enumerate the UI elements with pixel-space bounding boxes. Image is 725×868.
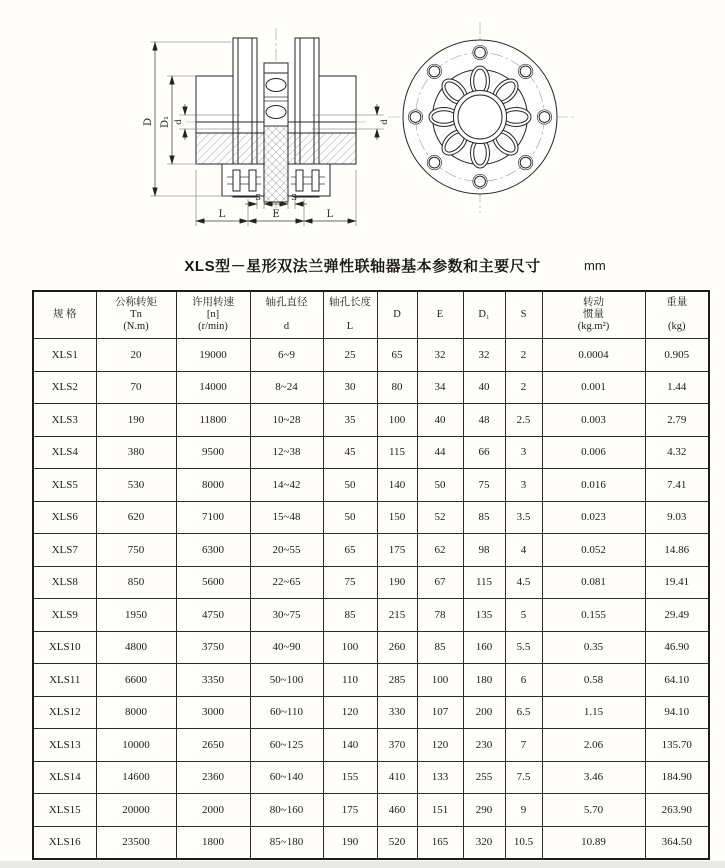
cell-E: 52 [417,501,463,534]
cell-bore-dia: 60~110 [250,696,323,729]
cell-torque: 380 [96,436,176,469]
cell-S: 5.5 [505,631,542,664]
cell-inertia: 0.003 [542,404,645,437]
cell-speed: 6300 [176,534,250,567]
cell-S: 3 [505,436,542,469]
dim-label-S-left: S [255,193,261,203]
cell-bore-len: 75 [323,566,377,599]
cell-torque: 14600 [96,761,176,794]
cell-torque: 70 [96,371,176,404]
cell-bore-len: 175 [323,794,377,827]
cell-D: 330 [377,696,417,729]
cell-weight: 135.70 [645,729,709,762]
cell-bore-dia: 50~100 [250,664,323,697]
cell-D1: 66 [463,436,505,469]
right-bolt-boss [286,164,330,196]
cell-E: 34 [417,371,463,404]
cell-weight: 7.41 [645,469,709,502]
cell-spec: XLS5 [33,469,96,502]
table-row [33,534,709,567]
cell-torque: 530 [96,469,176,502]
cell-speed: 14000 [176,371,250,404]
cell-D1: 40 [463,371,505,404]
cell-speed: 19000 [176,339,250,372]
table-row [33,696,709,729]
cell-D: 370 [377,729,417,762]
cell-bore-len: 85 [323,599,377,632]
table-row [33,729,709,762]
table-row [33,794,709,827]
cell-E: 85 [417,631,463,664]
cell-speed: 2360 [176,761,250,794]
cell-bore-dia: 14~42 [250,469,323,502]
table-row [33,404,709,437]
cell-D1: 320 [463,826,505,859]
cell-E: 50 [417,469,463,502]
table-row [33,371,709,404]
cell-bore-dia: 22~65 [250,566,323,599]
center-bore [458,95,502,139]
cell-weight: 14.86 [645,534,709,567]
table-row [33,566,709,599]
cell-D: 140 [377,469,417,502]
cell-bore-len: 25 [323,339,377,372]
cell-E: 151 [417,794,463,827]
column-header-D: D [377,291,417,339]
cell-E: 40 [417,404,463,437]
cell-E: 107 [417,696,463,729]
cell-E: 100 [417,664,463,697]
cell-weight: 94.10 [645,696,709,729]
cell-spec: XLS1 [33,339,96,372]
column-header-bore-dia: 轴孔直径 d [250,291,323,339]
cell-D: 260 [377,631,417,664]
cell-S: 5 [505,599,542,632]
cell-speed: 3750 [176,631,250,664]
table-row [33,761,709,794]
cell-spec: XLS10 [33,631,96,664]
cell-inertia: 0.023 [542,501,645,534]
cell-bore-dia: 80~160 [250,794,323,827]
cell-weight: 64.10 [645,664,709,697]
cell-D: 215 [377,599,417,632]
cell-D1: 48 [463,404,505,437]
cell-spec: XLS6 [33,501,96,534]
cell-bore-len: 65 [323,534,377,567]
cell-spec: XLS9 [33,599,96,632]
cell-spec: XLS3 [33,404,96,437]
cell-spec: XLS7 [33,534,96,567]
cell-spec: XLS16 [33,826,96,859]
table-row [33,664,709,697]
cell-speed: 1800 [176,826,250,859]
cell-S: 2 [505,371,542,404]
cell-bore-len: 50 [323,469,377,502]
cell-bore-len: 120 [323,696,377,729]
cell-spec: XLS15 [33,794,96,827]
cell-S: 2 [505,339,542,372]
front-view [388,22,575,213]
cell-inertia: 0.016 [542,469,645,502]
table-row [33,436,709,469]
cell-weight: 2.79 [645,404,709,437]
cell-inertia: 5.70 [542,794,645,827]
cell-bore-len: 110 [323,664,377,697]
left-section-hatch [196,133,264,164]
cell-torque: 10000 [96,729,176,762]
side-section-view [143,28,390,226]
cell-weight: 46.90 [645,631,709,664]
dim-label-L-right: L [326,209,334,220]
cell-E: 78 [417,599,463,632]
cell-torque: 750 [96,534,176,567]
cell-inertia: 0.001 [542,371,645,404]
cell-E: 32 [417,339,463,372]
cell-bore-dia: 30~75 [250,599,323,632]
cell-weight: 29.49 [645,599,709,632]
table-row [33,631,709,664]
cell-D1: 85 [463,501,505,534]
cell-E: 120 [417,729,463,762]
cell-D: 285 [377,664,417,697]
cell-inertia: 0.081 [542,566,645,599]
dim-label-E: E [272,209,280,220]
cell-D: 150 [377,501,417,534]
cell-S: 7.5 [505,761,542,794]
page-bottom-edge [0,861,725,868]
cell-inertia: 3.46 [542,761,645,794]
cell-bore-dia: 20~55 [250,534,323,567]
cell-bore-len: 100 [323,631,377,664]
cell-torque: 23500 [96,826,176,859]
column-header-torque: 公称转矩 Tn (N.m) [96,291,176,339]
column-header-D1: D₁ [463,291,505,339]
cell-bore-dia: 15~48 [250,501,323,534]
cell-weight: 1.44 [645,371,709,404]
cell-S: 6 [505,664,542,697]
cell-speed: 3000 [176,696,250,729]
cell-E: 62 [417,534,463,567]
cell-spec: XLS4 [33,436,96,469]
cell-speed: 8000 [176,469,250,502]
cell-inertia: 1.15 [542,696,645,729]
cell-torque: 190 [96,404,176,437]
dim-label-L-left: L [218,209,226,220]
cell-torque: 20 [96,339,176,372]
cell-S: 2.5 [505,404,542,437]
cell-bore-len: 140 [323,729,377,762]
parameters-table [32,290,710,860]
cell-weight: 9.03 [645,501,709,534]
cell-inertia: 0.006 [542,436,645,469]
column-header-spec: 规 格 [33,291,96,339]
cell-bore-dia: 40~90 [250,631,323,664]
cell-weight: 364.50 [645,826,709,859]
cell-D: 190 [377,566,417,599]
table-row [33,339,709,372]
cell-speed: 7100 [176,501,250,534]
cell-S: 4.5 [505,566,542,599]
cell-bore-len: 35 [323,404,377,437]
cell-D1: 255 [463,761,505,794]
table-header-row [33,291,709,339]
cell-D: 65 [377,339,417,372]
cell-torque: 8000 [96,696,176,729]
cell-inertia: 2.06 [542,729,645,762]
cell-bore-len: 155 [323,761,377,794]
cell-D1: 32 [463,339,505,372]
cell-S: 4 [505,534,542,567]
cell-D: 80 [377,371,417,404]
cell-torque: 620 [96,501,176,534]
cell-inertia: 0.0004 [542,339,645,372]
cell-S: 6.5 [505,696,542,729]
cell-spec: XLS8 [33,566,96,599]
cell-torque: 6600 [96,664,176,697]
cell-S: 3.5 [505,501,542,534]
cell-D1: 115 [463,566,505,599]
cell-E: 133 [417,761,463,794]
table-body [33,339,709,860]
table-row [33,469,709,502]
cell-D1: 98 [463,534,505,567]
cell-speed: 2650 [176,729,250,762]
cell-bore-dia: 8~24 [250,371,323,404]
cell-D1: 135 [463,599,505,632]
cell-D1: 75 [463,469,505,502]
cell-D: 410 [377,761,417,794]
cell-weight: 19.41 [645,566,709,599]
cell-bore-dia: 60~125 [250,729,323,762]
cell-D1: 160 [463,631,505,664]
left-bolt-boss [222,164,266,196]
title-row [0,255,725,277]
cell-bore-dia: 85~180 [250,826,323,859]
table-row [33,826,709,859]
cell-D: 460 [377,794,417,827]
cell-D1: 200 [463,696,505,729]
cell-bore-dia: 6~9 [250,339,323,372]
cell-weight: 0.905 [645,339,709,372]
cell-bore-len: 30 [323,371,377,404]
table-row [33,599,709,632]
cell-D: 520 [377,826,417,859]
cell-spec: XLS14 [33,761,96,794]
dim-label-d-left: d [174,119,184,125]
right-section-hatch [288,133,356,164]
cell-S: 9 [505,794,542,827]
cell-E: 165 [417,826,463,859]
cell-bore-dia: 10~28 [250,404,323,437]
cell-speed: 9500 [176,436,250,469]
page-title: XLS型－星形双法兰弹性联轴器基本参数和主要尺寸 [184,258,541,275]
cell-inertia: 0.052 [542,534,645,567]
column-header-E: E [417,291,463,339]
cell-speed: 11800 [176,404,250,437]
cell-bore-len: 45 [323,436,377,469]
cell-spec: XLS11 [33,664,96,697]
column-header-speed: 许用转速 [n] (r/min) [176,291,250,339]
column-header-bore-len: 轴孔长度 L [323,291,377,339]
cell-bore-len: 190 [323,826,377,859]
cell-bore-dia: 12~38 [250,436,323,469]
dim-label-D1: D₁ [160,115,171,129]
cell-S: 3 [505,469,542,502]
cell-D1: 180 [463,664,505,697]
cell-speed: 4750 [176,599,250,632]
cell-spec: XLS13 [33,729,96,762]
cell-speed: 3350 [176,664,250,697]
cell-inertia: 0.155 [542,599,645,632]
cell-bore-len: 50 [323,501,377,534]
cell-inertia: 0.58 [542,664,645,697]
cell-torque: 20000 [96,794,176,827]
star-element-section [264,63,288,202]
cell-speed: 5600 [176,566,250,599]
coupling-drawing [0,0,725,252]
cell-D: 100 [377,404,417,437]
unit-label: mm [584,258,606,273]
cell-weight: 4.32 [645,436,709,469]
column-header-S: S [505,291,542,339]
column-header-inertia: 转动 惯量 (kg.m²) [542,291,645,339]
dim-label-S-right: S [291,193,297,203]
cell-bore-dia: 60~140 [250,761,323,794]
cell-weight: 184.90 [645,761,709,794]
cell-E: 67 [417,566,463,599]
table-row [33,501,709,534]
cell-S: 10.5 [505,826,542,859]
dim-label-d-right: d [380,119,390,125]
cell-spec: XLS2 [33,371,96,404]
dim-label-D: D [143,117,154,127]
cell-weight: 263.90 [645,794,709,827]
cell-spec: XLS12 [33,696,96,729]
cell-torque: 1950 [96,599,176,632]
cell-torque: 850 [96,566,176,599]
cell-inertia: 10.89 [542,826,645,859]
cell-D1: 290 [463,794,505,827]
cell-D: 115 [377,436,417,469]
cell-D1: 230 [463,729,505,762]
cell-S: 7 [505,729,542,762]
cell-speed: 2000 [176,794,250,827]
cell-D: 175 [377,534,417,567]
cell-inertia: 0.35 [542,631,645,664]
cell-torque: 4800 [96,631,176,664]
cell-E: 44 [417,436,463,469]
column-header-weight: 重量 (kg) [645,291,709,339]
